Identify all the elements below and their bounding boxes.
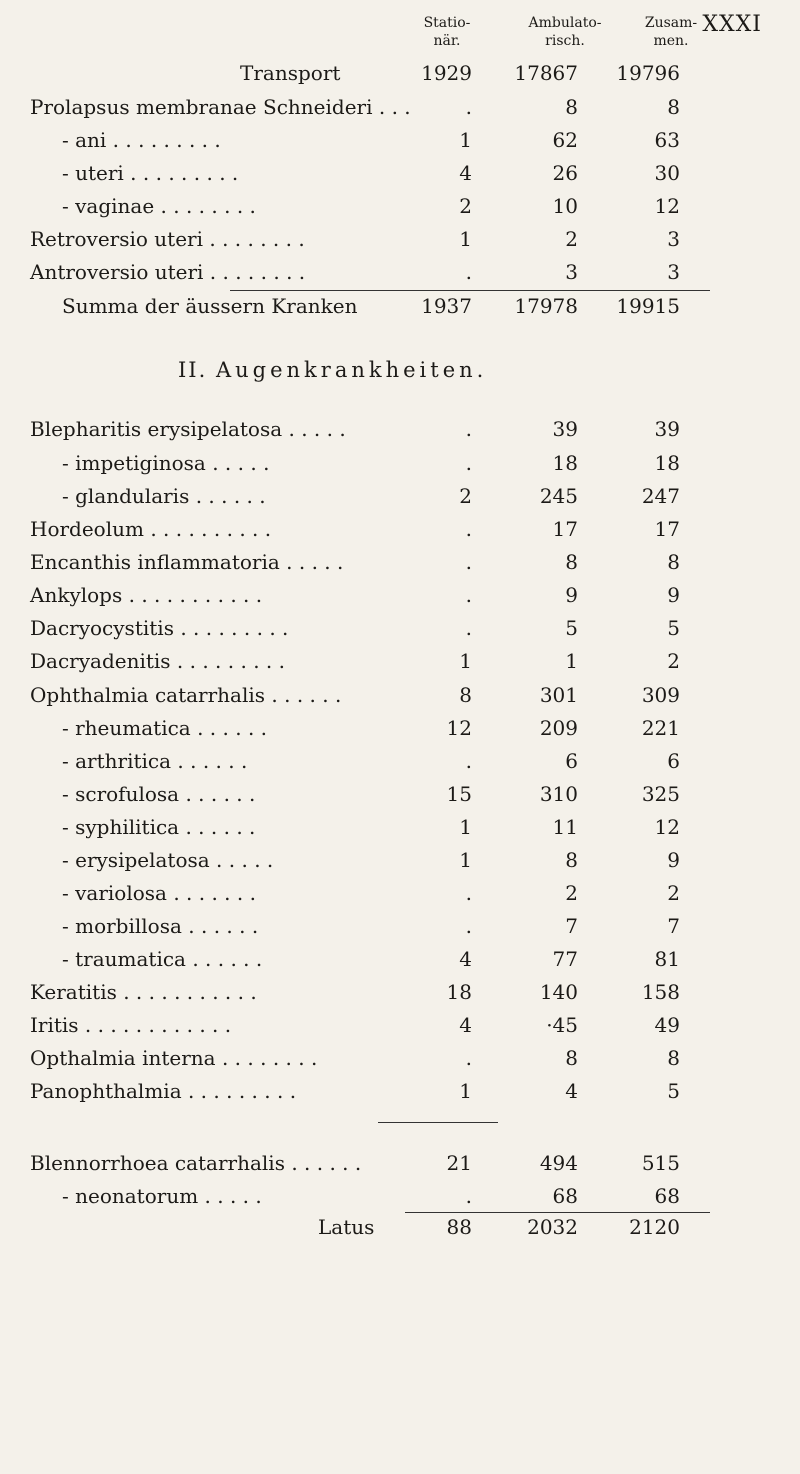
summa-stationaer: 1937	[421, 294, 472, 318]
cell-stationaer: 8	[459, 683, 472, 707]
table-row	[0, 713, 800, 743]
summa-label: Summa der äussern Kranken	[62, 294, 358, 318]
cell-stationaer: 15	[446, 782, 472, 806]
table-row	[0, 547, 800, 577]
transport-row	[0, 58, 800, 88]
table-row	[0, 125, 800, 155]
cell-stationaer: .	[465, 95, 472, 119]
row-label: Panophthalmia . . . . . . . . .	[30, 1079, 297, 1103]
table-row	[0, 1010, 800, 1040]
cell-stationaer: .	[465, 583, 472, 607]
row-label: Keratitis . . . . . . . . . . .	[30, 980, 257, 1004]
table-row	[0, 746, 800, 776]
cell-zusammen: 5	[667, 1079, 680, 1103]
row-label: - uteri . . . . . . . . .	[62, 161, 239, 185]
cell-ambulatorisch: 8	[565, 550, 578, 574]
cell-ambulatorisch: 494	[539, 1151, 578, 1175]
cell-ambulatorisch: 11	[552, 815, 578, 839]
row-label: Ophthalmia catarrhalis . . . . . .	[30, 683, 342, 707]
cell-ambulatorisch: 6	[565, 749, 578, 773]
cell-stationaer: 2	[459, 484, 472, 508]
cell-zusammen: 247	[641, 484, 680, 508]
row-label: - impetiginosa . . . . .	[62, 451, 270, 475]
latus-label: Latus	[318, 1215, 375, 1239]
table-row	[0, 257, 800, 287]
transport-ambulatorisch: 17867	[514, 61, 578, 85]
table-row	[0, 580, 800, 610]
cell-ambulatorisch: 3	[565, 260, 578, 284]
row-label: - scrofulosa . . . . . .	[62, 782, 256, 806]
cell-ambulatorisch: 1	[565, 649, 578, 673]
row-label: Retroversio uteri . . . . . . . .	[30, 227, 305, 251]
row-label: Iritis . . . . . . . . . . . .	[30, 1013, 232, 1037]
transport-label: Transport	[240, 61, 341, 85]
cell-stationaer: .	[465, 1184, 472, 1208]
cell-ambulatorisch: 5	[565, 616, 578, 640]
table-row	[0, 812, 800, 842]
column-header-line: Statio-	[423, 15, 471, 31]
cell-zusammen: 8	[667, 1046, 680, 1070]
column-header-stationaer	[402, 14, 492, 50]
cell-zusammen: 68	[654, 1184, 680, 1208]
cell-ambulatorisch: 4	[565, 1079, 578, 1103]
cell-stationaer: .	[465, 616, 472, 640]
summa-ambulatorisch: 17978	[514, 294, 578, 318]
table-row	[0, 613, 800, 643]
cell-zusammen: 2	[667, 881, 680, 905]
cell-zusammen: 3	[667, 227, 680, 251]
row-label: - ani . . . . . . . . .	[62, 128, 221, 152]
row-label: - rheumatica . . . . . .	[62, 716, 268, 740]
cell-stationaer: .	[465, 260, 472, 284]
cell-zusammen: 325	[641, 782, 680, 806]
section-heading	[178, 358, 487, 382]
cell-ambulatorisch: 10	[552, 194, 578, 218]
row-label: - erysipelatosa . . . . .	[62, 848, 274, 872]
cell-zusammen: 3	[667, 260, 680, 284]
cell-stationaer: .	[465, 451, 472, 475]
column-header-line: risch.	[545, 33, 585, 49]
cell-ambulatorisch: 2	[565, 881, 578, 905]
table-row	[0, 977, 800, 1007]
summa-row	[0, 291, 800, 321]
cell-ambulatorisch: 62	[552, 128, 578, 152]
table-row	[0, 481, 800, 511]
cell-zusammen: 12	[654, 815, 680, 839]
cell-stationaer: 21	[446, 1151, 472, 1175]
latus-stationaer: 88	[446, 1215, 472, 1239]
cell-stationaer: 1	[459, 848, 472, 872]
table-row	[0, 1181, 800, 1211]
cell-ambulatorisch: 2	[565, 227, 578, 251]
cell-zusammen: 7	[667, 914, 680, 938]
latus-ambulatorisch: 2032	[527, 1215, 578, 1239]
row-label: Dacryocystitis . . . . . . . . .	[30, 616, 289, 640]
cell-ambulatorisch: ·45	[546, 1013, 578, 1037]
separator-rule	[378, 1122, 498, 1123]
cell-zusammen: 6	[667, 749, 680, 773]
cell-ambulatorisch: 77	[552, 947, 578, 971]
cell-stationaer: 4	[459, 161, 472, 185]
row-label: Hordeolum . . . . . . . . . .	[30, 517, 272, 541]
cell-zusammen: 221	[641, 716, 680, 740]
table-row	[0, 911, 800, 941]
table-row	[0, 845, 800, 875]
cell-zusammen: 18	[654, 451, 680, 475]
cell-stationaer: .	[465, 881, 472, 905]
cell-zusammen: 30	[654, 161, 680, 185]
summa-zusammen: 19915	[616, 294, 680, 318]
cell-zusammen: 39	[654, 417, 680, 441]
table-row	[0, 1076, 800, 1106]
row-label: Dacryadenitis . . . . . . . . .	[30, 649, 285, 673]
row-label: Ankylops . . . . . . . . . . .	[30, 583, 263, 607]
transport-stationaer: 1929	[421, 61, 472, 85]
table-row	[0, 680, 800, 710]
column-header-line: Ambulato-	[528, 15, 602, 31]
cell-stationaer: .	[465, 550, 472, 574]
row-label: - glandularis . . . . . .	[62, 484, 266, 508]
cell-ambulatorisch: 26	[552, 161, 578, 185]
cell-stationaer: 1	[459, 1079, 472, 1103]
cell-stationaer: .	[465, 417, 472, 441]
row-label: - traumatica . . . . . .	[62, 947, 263, 971]
row-label: Opthalmia interna . . . . . . . .	[30, 1046, 318, 1070]
row-label: Blepharitis erysipelatosa . . . . .	[30, 417, 346, 441]
table-row	[0, 646, 800, 676]
row-label: - vaginae . . . . . . . .	[62, 194, 256, 218]
table-row	[0, 1043, 800, 1073]
column-header-line: Zusam-	[644, 15, 698, 31]
latus-row	[0, 1212, 800, 1242]
row-label: - variolosa . . . . . . .	[62, 881, 256, 905]
row-label: - arthritica . . . . . .	[62, 749, 248, 773]
cell-zusammen: 81	[654, 947, 680, 971]
cell-ambulatorisch: 8	[565, 848, 578, 872]
table-row	[0, 224, 800, 254]
table-row	[0, 191, 800, 221]
cell-ambulatorisch: 18	[552, 451, 578, 475]
cell-zusammen: 63	[654, 128, 680, 152]
cell-ambulatorisch: 7	[565, 914, 578, 938]
cell-zusammen: 309	[641, 683, 680, 707]
latus-zusammen: 2120	[629, 1215, 680, 1239]
cell-zusammen: 9	[667, 583, 680, 607]
table-row	[0, 878, 800, 908]
table-row	[0, 414, 800, 444]
row-label: Antroversio uteri . . . . . . . .	[30, 260, 306, 284]
column-header-zusammen	[626, 14, 716, 50]
cell-stationaer: .	[465, 749, 472, 773]
cell-stationaer: 1	[459, 649, 472, 673]
cell-stationaer: 1	[459, 128, 472, 152]
cell-zusammen: 49	[654, 1013, 680, 1037]
cell-zusammen: 8	[667, 95, 680, 119]
cell-stationaer: .	[465, 517, 472, 541]
row-label: - morbillosa . . . . . .	[62, 914, 259, 938]
cell-ambulatorisch: 140	[539, 980, 578, 1004]
cell-ambulatorisch: 9	[565, 583, 578, 607]
cell-stationaer: .	[465, 1046, 472, 1070]
page-number: XXXI	[702, 12, 762, 37]
transport-zusammen: 19796	[616, 61, 680, 85]
row-label: Blennorrhoea catarrhalis . . . . . .	[30, 1151, 362, 1175]
row-label: - neonatorum . . . . .	[62, 1184, 262, 1208]
table-row	[0, 944, 800, 974]
cell-zusammen: 2	[667, 649, 680, 673]
row-label: - syphilitica . . . . . .	[62, 815, 256, 839]
table-row	[0, 92, 800, 122]
table-row	[0, 1148, 800, 1178]
cell-ambulatorisch: 209	[539, 716, 578, 740]
cell-zusammen: 158	[641, 980, 680, 1004]
cell-ambulatorisch: 8	[565, 95, 578, 119]
section-title: Augenkrankheiten.	[215, 358, 488, 382]
column-header-line: men.	[653, 33, 689, 49]
cell-stationaer: 4	[459, 947, 472, 971]
cell-ambulatorisch: 8	[565, 1046, 578, 1070]
cell-stationaer: 1	[459, 227, 472, 251]
cell-stationaer: 2	[459, 194, 472, 218]
cell-ambulatorisch: 68	[552, 1184, 578, 1208]
cell-stationaer: 4	[459, 1013, 472, 1037]
table-row	[0, 779, 800, 809]
cell-stationaer: 12	[446, 716, 472, 740]
cell-zusammen: 5	[667, 616, 680, 640]
table-row	[0, 158, 800, 188]
cell-zusammen: 515	[641, 1151, 680, 1175]
cell-zusammen: 17	[654, 517, 680, 541]
cell-ambulatorisch: 301	[539, 683, 578, 707]
column-header-line: när.	[433, 33, 461, 49]
section-numeral: II.	[178, 358, 208, 382]
table-row	[0, 514, 800, 544]
row-label: Prolapsus membranae Schneideri . . .	[30, 95, 411, 119]
column-header-ambulatorisch	[520, 14, 610, 50]
cell-zusammen: 8	[667, 550, 680, 574]
table-row	[0, 448, 800, 478]
cell-stationaer: 18	[446, 980, 472, 1004]
cell-ambulatorisch: 17	[552, 517, 578, 541]
cell-zusammen: 9	[667, 848, 680, 872]
row-label: Encanthis inflammatoria . . . . .	[30, 550, 344, 574]
cell-zusammen: 12	[654, 194, 680, 218]
cell-stationaer: .	[465, 914, 472, 938]
cell-ambulatorisch: 245	[539, 484, 578, 508]
cell-ambulatorisch: 39	[552, 417, 578, 441]
cell-stationaer: 1	[459, 815, 472, 839]
cell-ambulatorisch: 310	[539, 782, 578, 806]
